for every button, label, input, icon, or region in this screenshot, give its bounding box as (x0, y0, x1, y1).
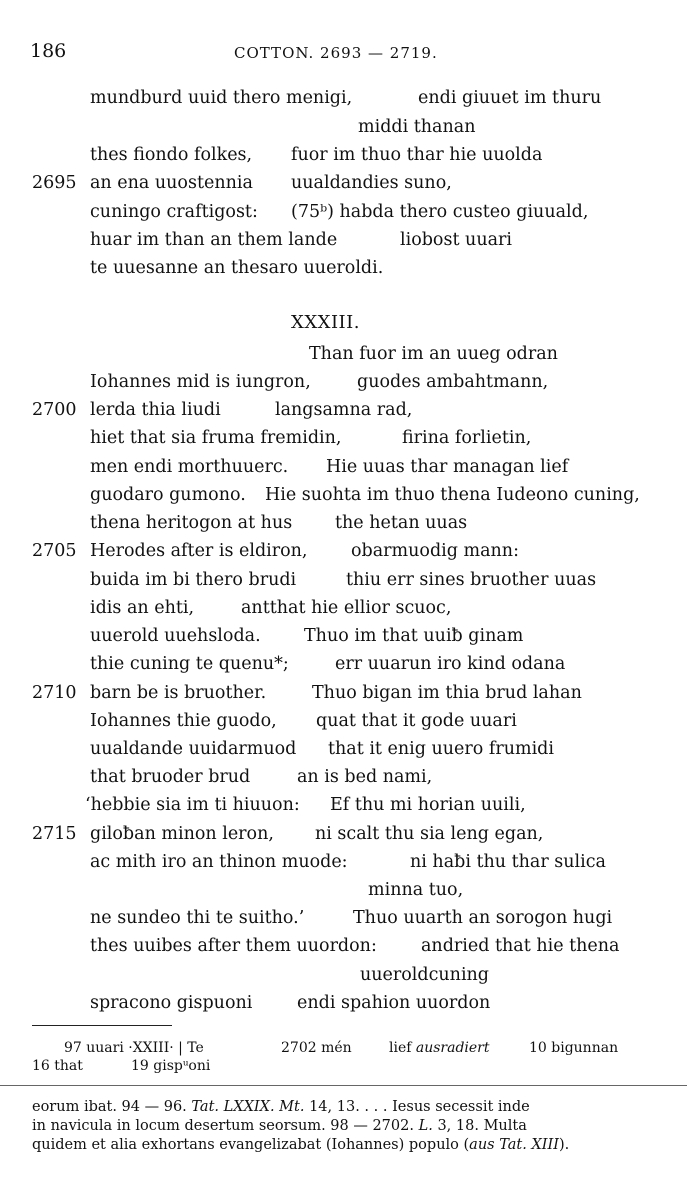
verse-a: uuerold uuehsloda. (90, 626, 261, 646)
running-head: COTTON. 2693 — 2719. (234, 44, 438, 62)
note-text: quidem et alia exhortans evangelizabat (Iohannes) populo ( (32, 1137, 470, 1153)
verse-b: Ef thu mi horian uuili, (330, 795, 526, 815)
verse-a: ac mith iro an thinon muode: (90, 852, 348, 872)
apparatus-entry: 16 that (32, 1058, 83, 1074)
verse-a: mundburd uuid thero menigi, (90, 88, 353, 108)
verse-b: middi thanan (358, 117, 476, 137)
verse-line (0, 654, 687, 680)
verse-a: an ena uuostennia (90, 173, 253, 193)
apparatus-rule (32, 1025, 172, 1026)
verse-b: antthat hie ellior scuoc, (241, 598, 452, 618)
verse-a: cuningo craftigost: (90, 202, 258, 222)
verse-line (0, 372, 687, 398)
note-line (32, 1137, 569, 1153)
verse-a: that bruoder brud (90, 767, 251, 787)
verse-b: Hie suohta im thuo thena Iudeono cuning, (265, 485, 640, 505)
verse-line (0, 570, 687, 596)
verse-line (0, 993, 687, 1019)
note-text: eorum ibat. 94 — 96. (32, 1099, 187, 1115)
verse-line (0, 767, 687, 793)
verse-line (0, 173, 687, 199)
verse-line (0, 485, 687, 511)
verse-a: Iohannes mid is iungron, (90, 372, 311, 392)
verse-b: Hie uuas thar managan lief (326, 457, 569, 477)
verse-line (0, 145, 687, 171)
note-line (32, 1099, 530, 1115)
verse-line (0, 202, 687, 228)
verse-b: ni haƀi thu thar sulica (410, 852, 606, 872)
verse-line (0, 795, 687, 821)
verse-line (0, 258, 687, 284)
verse-b: andried that hie thena (421, 936, 620, 956)
apparatus-entry (389, 1040, 490, 1056)
note-text: 14, 13. . . . Iesus secessit inde (309, 1099, 530, 1115)
note-text: ). (558, 1137, 570, 1153)
verse-line (0, 230, 687, 256)
verse-line (0, 626, 687, 652)
verse-line (0, 428, 687, 454)
verse-b: Thuo im that uuiƀ ginam (304, 626, 524, 646)
verse-b: that it enig uuero frumidi (328, 739, 554, 759)
verse-b: (75ᵇ) habda thero custeo giuuald, (291, 202, 589, 222)
verse-b: minna tuo, (368, 880, 464, 900)
verse-b: fuor im thuo thar hie uuolda (291, 145, 543, 165)
verse-line (0, 400, 687, 426)
line-number: 2695 (32, 173, 77, 193)
verse-line (0, 598, 687, 624)
verse-b: the hetan uuas (335, 513, 468, 533)
verse-a: giloƀan minon leron, (90, 824, 274, 844)
verse-line (0, 711, 687, 737)
note-text: in navicula in locum desertum seorsum. 98 — 2702. (32, 1118, 414, 1134)
verse-a: thena heritogon at hus (90, 513, 293, 533)
verse-line (0, 824, 687, 850)
note-ref: aus Tat. XIII (469, 1137, 559, 1153)
verse-a: idis an ehti, (90, 598, 195, 618)
verse-line (0, 908, 687, 934)
verse-b: Thuo uuarth an sorogon hugi (353, 908, 613, 928)
apparatus-entry: 97 uuari ·XXIII· | Te (64, 1040, 204, 1056)
verse-b: liobost uuari (400, 230, 512, 250)
apparatus-entry: 19 gispᵘoni (131, 1058, 211, 1074)
note-ref: Tat. LXXIX. (191, 1099, 275, 1115)
verse-line (0, 965, 687, 991)
line-number: 2700 (32, 400, 77, 420)
verse-line (0, 513, 687, 539)
verse-a: men endi morthuuerc. (90, 457, 289, 477)
verse-line (0, 936, 687, 962)
verse-line (0, 880, 687, 906)
verse-a: Herodes after is eldiron, (90, 541, 308, 561)
verse-a: thes fiondo folkes, (90, 145, 253, 165)
verse-a: te uuesanne an thesaro uueroldi. (90, 258, 384, 278)
verse-a: thes uuibes after them uuordon: (90, 936, 377, 956)
verse-line (0, 117, 687, 143)
line-number: 2715 (32, 824, 77, 844)
verse-b: thiu err sines bruother uuas (346, 570, 597, 590)
verse-a: buida im bi thero brudi (90, 570, 297, 590)
verse-b: ni scalt thu sia leng egan, (315, 824, 544, 844)
verse-b: guodes ambahtmann, (357, 372, 549, 392)
verse-a: spracono gispuoni (90, 993, 253, 1013)
apparatus-comment: ausradiert (415, 1040, 490, 1056)
verse-a: uualdande uuidarmuod (90, 739, 297, 759)
note-ref: L. (418, 1118, 433, 1134)
verse-b: Than fuor im an uueg odran (309, 344, 558, 364)
note-text: 3, 18. Multa (437, 1118, 527, 1134)
verse-a: guodaro gumono. (90, 485, 246, 505)
line-number: 2705 (32, 541, 77, 561)
notes-rule (0, 1085, 687, 1086)
verse-line (0, 541, 687, 567)
verse-a: Iohannes thie guodo, (90, 711, 277, 731)
verse-b: langsamna rad, (275, 400, 413, 420)
verse-line (0, 344, 687, 370)
verse-a: lerda thia liudi (90, 400, 221, 420)
apparatus-entry: 10 bigunnan (529, 1040, 619, 1056)
verse-line (0, 852, 687, 878)
note-ref: Mt. (279, 1099, 305, 1115)
verse-a: barn be is bruother. (90, 683, 267, 703)
verse-b: endi giuuet im thuru (418, 88, 602, 108)
verse-b: endi spahion uuordon (297, 993, 491, 1013)
verse-line (0, 739, 687, 765)
apparatus-entry: 2702 mén (281, 1040, 352, 1056)
apparatus-word: lief (389, 1040, 412, 1056)
verse-a: huar im than an them lande (90, 230, 338, 250)
verse-b: err uuarun iro kind odana (335, 654, 566, 674)
verse-b: obarmuodig mann: (351, 541, 519, 561)
verse-a: ne sundeo thi te suitho.’ (90, 908, 305, 928)
verse-a: hiet that sia fruma fremidin, (90, 428, 342, 448)
line-number: 2710 (32, 683, 77, 703)
verse-line (0, 457, 687, 483)
verse-a: thie cuning te quenu*; (90, 654, 289, 674)
section-heading: XXXIII. (291, 312, 360, 333)
verse-b: Thuo bigan im thia brud lahan (312, 683, 582, 703)
verse-b: an is bed nami, (297, 767, 433, 787)
verse-b: uueroldcuning (360, 965, 490, 985)
verse-b: uualdandies suno, (291, 173, 452, 193)
note-line (32, 1118, 527, 1134)
verse-b: firina forlietin, (402, 428, 532, 448)
verse-line (0, 88, 687, 114)
page-number: 186 (30, 40, 67, 62)
verse-a: ‘hebbie sia im ti hiuuon: (85, 795, 300, 815)
verse-b: quat that it gode uuari (316, 711, 517, 731)
verse-line (0, 683, 687, 709)
